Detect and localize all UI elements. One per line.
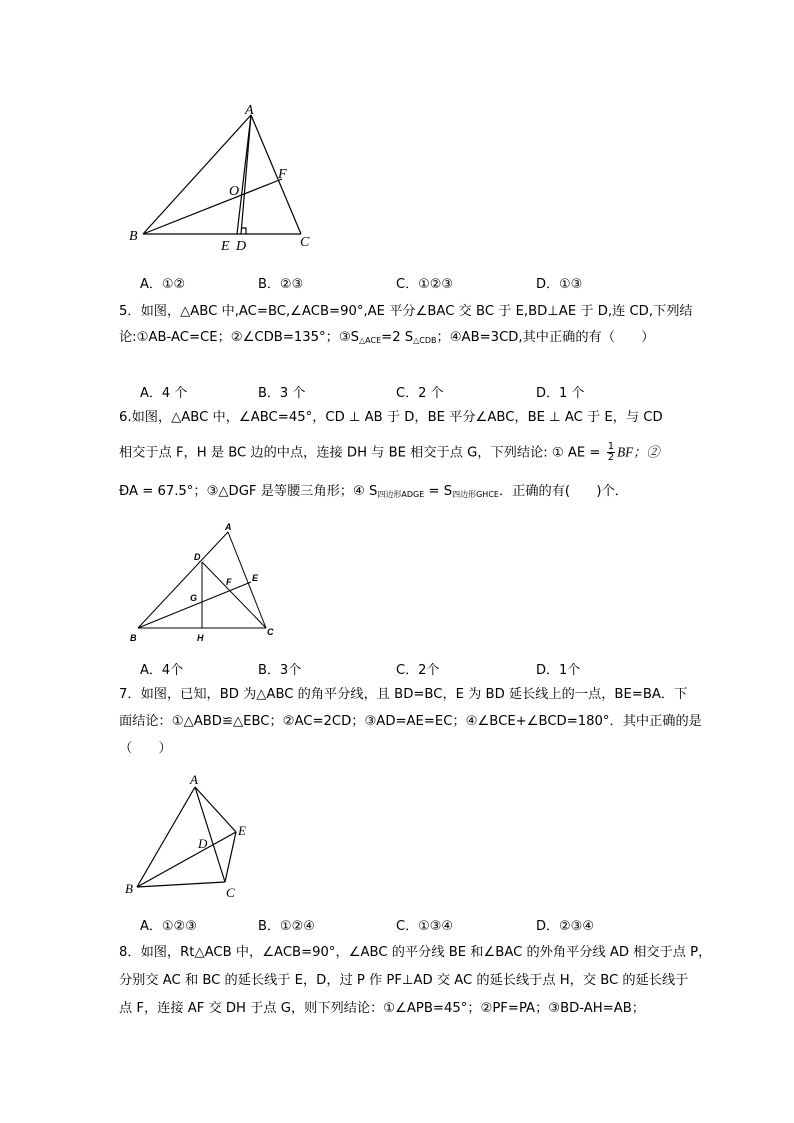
q6-choice-c[interactable]: C．2个 xyxy=(396,663,440,678)
label-a: A xyxy=(245,103,254,118)
q6-choice-d[interactable]: D．1个 xyxy=(536,663,581,678)
q7-choice-b[interactable]: B．①②④ xyxy=(258,919,315,934)
seg-ab xyxy=(137,787,195,887)
q6-text-line3: ÐA = 67.5°；③△DGF 是等腰三角形；④ $S_{四边形ADGE} = S_{四边形GHCE}$．正确的有( )个． xyxy=(119,484,628,499)
label-c: C xyxy=(267,627,274,637)
q7-text-line3: （ ） xyxy=(119,741,172,756)
q5-choice-a[interactable]: A．4 个 xyxy=(140,386,188,401)
q8-text-line1: 8．如图，Rt△ACB 中，∠ACB=90°，∠ABC 的平分线 BE 和∠BAC 的外角平分线 AD 相交于点 P， xyxy=(119,945,712,960)
q6-text-line1: 6.如图，△ABC 中，∠ABC=45°，CD ⊥ AB 于 D，BE 平分∠ABC，BE ⊥ AC 于 E，与 CD xyxy=(119,410,663,425)
seg-bf xyxy=(143,179,282,234)
seg-ec xyxy=(225,832,236,882)
q6-choice-b[interactable]: B．3个 xyxy=(258,663,302,678)
q7-text-line1: 7．如图，已知，BD 为△ABC 的角平分线，且 BD=BC，E 为 BD 延长线上的一点，BE=BA．下 xyxy=(119,687,688,702)
q7-choice-a[interactable]: A．①②③ xyxy=(140,919,197,934)
q8-text-line3: 点 F，连接 AF 交 DH 于点 G，则下列结论：①∠APB=45°；②PF=PA；③BD-AH=AB； xyxy=(119,1001,645,1016)
q4-choice-a[interactable]: A．①② xyxy=(140,277,186,292)
q7-choices xyxy=(140,915,740,935)
label-e: E xyxy=(252,573,259,583)
figure-q4-triangle xyxy=(120,98,340,258)
seg-be xyxy=(137,832,236,887)
q5-text-line2: 论:①AB-AC=CE；②∠CDB=135°；$③S_{\triangle ACE}=2$ $S_{\triangle CDB}$；④AB=3CD,其中正确的有（ ） xyxy=(119,330,655,345)
label-b: B xyxy=(129,229,138,244)
q6-choice-a[interactable]: A．4个 xyxy=(140,663,184,678)
figure-q7-quadrilateral xyxy=(120,770,270,905)
label-d: D xyxy=(198,836,208,851)
q4-choice-c[interactable]: C．①②③ xyxy=(396,277,454,292)
label-c: C xyxy=(300,235,310,250)
q7-text-line2: 面结论：①△ABD≌△EBC；②AC=2CD；③AD=AE=EC；④∠BCE+∠BCD=180°．其中正确的是 xyxy=(119,714,702,729)
q6-text-line2: 相交于点 F，H 是 BC 边的中点，连接 DH 与 BE 相交于点 G，下列结论: ① AE = $\frac{1}{2}$ BF；② xyxy=(119,441,660,463)
seg-ab xyxy=(143,115,251,234)
seg-ad xyxy=(241,115,251,234)
label-e: E xyxy=(221,239,230,254)
q4-choice-d[interactable]: D．①③ xyxy=(536,277,583,292)
seg-ac xyxy=(195,787,225,882)
seg-ac xyxy=(228,532,266,628)
q6-choices xyxy=(140,659,740,679)
label-h: H xyxy=(197,633,204,643)
label-o: O xyxy=(229,184,240,199)
label-d: D xyxy=(194,552,201,562)
label-a: A xyxy=(190,772,198,787)
seg-ac xyxy=(251,115,301,234)
q4-choice-b[interactable]: B．②③ xyxy=(258,277,304,292)
q5-choice-c[interactable]: C．2 个 xyxy=(396,386,444,401)
figure-q6-triangle xyxy=(124,518,294,648)
seg-cd xyxy=(202,562,266,628)
seg-ab xyxy=(138,532,228,628)
seg-bc xyxy=(137,882,225,887)
q5-choices xyxy=(140,382,740,402)
q7-choice-c[interactable]: C．①③④ xyxy=(396,919,454,934)
q5-choice-d[interactable]: D．1 个 xyxy=(536,386,585,401)
label-c: C xyxy=(226,885,235,900)
q4-choices xyxy=(140,273,740,293)
label-e: E xyxy=(238,823,246,838)
label-a: A xyxy=(225,522,232,532)
seg-be xyxy=(138,582,251,628)
fraction-one-half: $\frac{1}{2}$ xyxy=(607,441,615,463)
label-g: G xyxy=(190,593,198,603)
label-b: B xyxy=(130,633,137,643)
q5-text-line1: 5．如图，△ABC 中,AC=BC,∠ACB=90°,AE 平分∠BAC 交 BC 于 E,BD⊥AE 于 D,连 CD,下列结 xyxy=(119,304,693,319)
label-f: F xyxy=(226,577,232,587)
label-b: B xyxy=(125,881,133,896)
q7-choice-d[interactable]: D．②③④ xyxy=(536,919,594,934)
seg-ae xyxy=(195,787,236,832)
q5-choice-b[interactable]: B．3 个 xyxy=(258,386,306,401)
label-d: D xyxy=(236,239,247,254)
q8-text-line2: 分别交 AC 和 BC 的延长线于 E，D，过 P 作 PF⊥AD 交 AC 的延长线于点 H，交 BC 的延长线于 xyxy=(119,973,689,988)
label-f: F xyxy=(278,167,287,182)
